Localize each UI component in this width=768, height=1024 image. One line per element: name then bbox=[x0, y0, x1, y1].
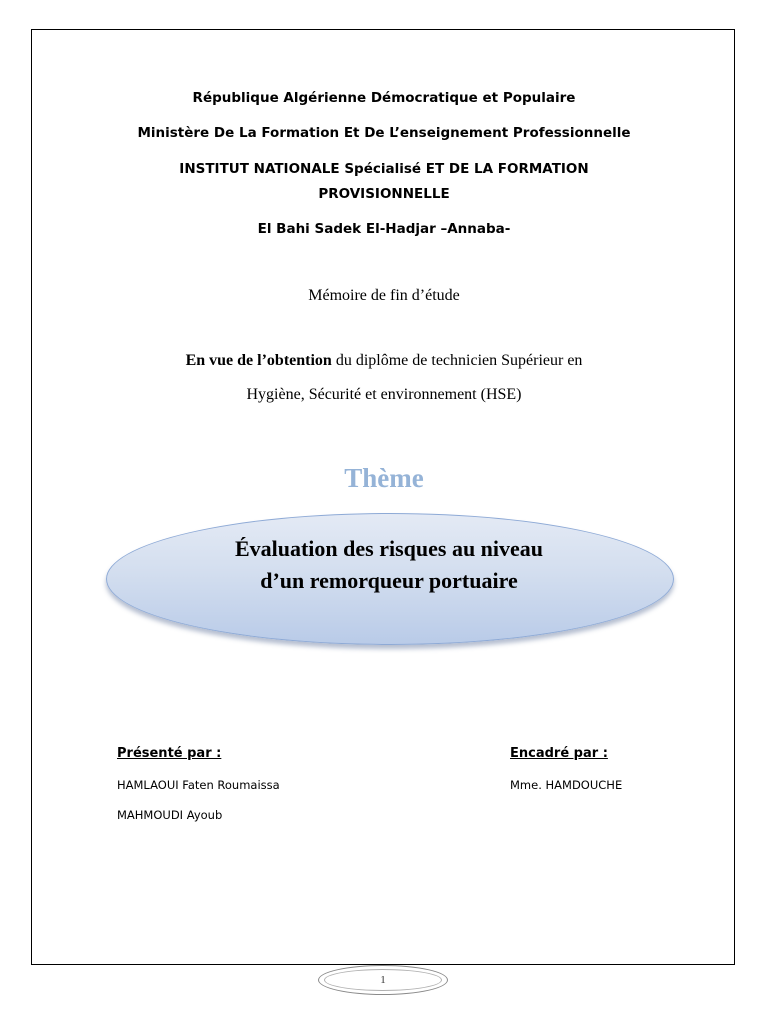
obtention-rest: du diplôme de technicien Supérieur en bbox=[331, 352, 583, 369]
header-location: El Bahi Sadek El-Hadjar –Annaba- bbox=[257, 221, 511, 237]
header-institute-line2: PROVISIONNELLE bbox=[318, 186, 450, 202]
theme-title-line1: Évaluation des risques au niveau bbox=[234, 536, 544, 561]
obtention-line2: Hygiène, Sécurité et environnement (HSE) bbox=[246, 386, 522, 403]
obtention-bold: En vue de l’obtention bbox=[185, 352, 332, 369]
supervised-by-label: Encadré par : bbox=[510, 746, 608, 761]
presenter-name-1: HAMLAOUI Faten Roumaissa bbox=[117, 778, 280, 792]
presented-by-label: Présenté par : bbox=[117, 746, 222, 761]
theme-label: Thème bbox=[344, 463, 424, 493]
supervisor-name: Mme. HAMDOUCHE bbox=[510, 778, 623, 792]
memoire-title: Mémoire de fin d’étude bbox=[308, 287, 460, 304]
header-ministry: Ministère De La Formation Et De L’enseignement Professionnelle bbox=[137, 125, 631, 141]
obtention-line1 bbox=[0, 352, 768, 370]
header-institute-line1: INSTITUT NATIONALE Spécialisé ET DE LA FORMATION bbox=[179, 161, 589, 177]
header-republic: République Algérienne Démocratique et Populaire bbox=[192, 90, 576, 106]
presenter-name-2: MAHMOUDI Ayoub bbox=[117, 808, 223, 822]
page-number: 1 bbox=[318, 965, 448, 995]
theme-title-line2: d’un remorqueur portuaire bbox=[260, 568, 518, 593]
